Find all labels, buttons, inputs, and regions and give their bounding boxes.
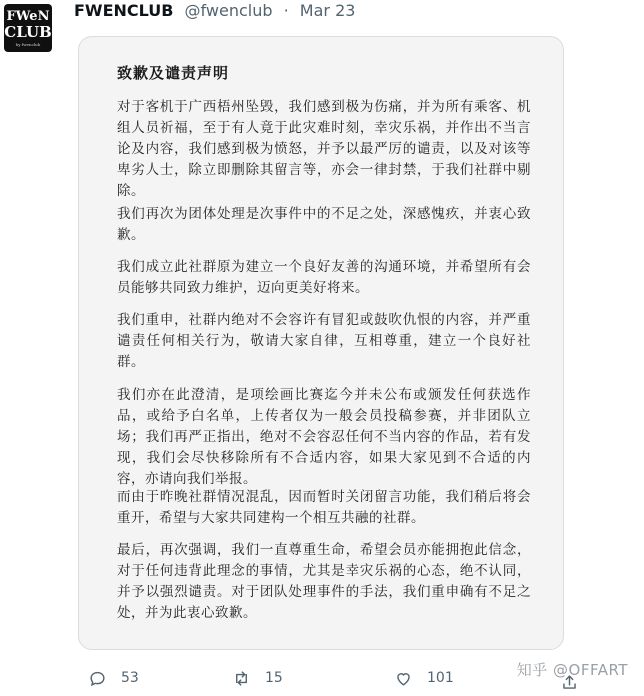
statement-paragraph: 我们成立此社群原为建立一个良好友善的沟通环境，并希望所有会员能够共同致力维护，迈向更美好将来。 bbox=[117, 259, 531, 296]
avatar-text-line3: by fwenclub bbox=[15, 42, 41, 47]
comment-icon bbox=[88, 669, 107, 688]
avatar[interactable] bbox=[4, 4, 52, 52]
statement-paragraph: 对于客机于广西梧州坠毁，我们感到极为伤痛，并为所有乘客、机组人员祈福，至于有人竟于此灾难时刻，幸灾乐祸，并作出不当言论及内容，我们感到极为愤怒，并予以最严厉的谴责，以及对该等卑劣人士，除立即删除其留言等，亦会一律封禁，于我们社群中剔除。 bbox=[117, 99, 531, 199]
statement-paragraph: 我们再次为团体处理是次事件中的不足之处，深感愧疚，并衷心致歉。 bbox=[117, 206, 531, 243]
statement-paragraph: 最后，再次强调，我们一直尊重生命，希望会员亦能拥抱此信念，对于任何违背此理念的事情，尤其是幸灾乐祸的心态，绝不认同，并予以强烈谴责。对于团队处理事件的手法，我们重申确有不足之处，并为此衷心致歉。 bbox=[117, 542, 531, 621]
handle[interactable]: @fwenclub bbox=[184, 1, 273, 20]
separator: · bbox=[283, 1, 289, 20]
statement-paragraph: 我们亦在此澄清，是项绘画比赛迄今并未公布或颁发任何获选作品，或给予白名单，上传者仅为一般会员投稿参赛，并非团队立场；我们再严正指出，绝对不会容忍任何不当内容的作品，若有发现，我们会尽快移除所有不合适内容，如果大家见到不合适的内容，亦请向我们举报。 bbox=[117, 387, 531, 487]
watermark: 知乎 @OFFART bbox=[516, 661, 628, 679]
avatar-text-line1: FWeN bbox=[6, 9, 50, 24]
like-button[interactable] bbox=[394, 664, 454, 692]
statement-paragraph: 而由于昨晚社群情况混乱，因而暂时关闭留言功能，我们稍后将会重开，希望与大家共同建构一个相互共融的社群。 bbox=[117, 489, 531, 526]
reply-button[interactable] bbox=[88, 664, 139, 692]
avatar-text-line2: CLUB bbox=[4, 23, 52, 41]
retweet-count: 15 bbox=[265, 670, 283, 686]
like-count: 101 bbox=[427, 670, 454, 686]
statement-title: 致歉及谴责声明 bbox=[117, 64, 230, 82]
tweet-date[interactable]: Mar 23 bbox=[299, 1, 356, 20]
heart-icon bbox=[394, 669, 413, 688]
retweet-button[interactable] bbox=[232, 664, 283, 692]
display-name[interactable]: FWENCLUB bbox=[74, 1, 174, 20]
statement-image[interactable] bbox=[78, 36, 564, 650]
reply-count: 53 bbox=[121, 670, 139, 686]
statement-paragraph: 我们重申，社群内绝对不会容许有冒犯或鼓吹仇恨的内容，并严重谴责任何相关行为，敬请大家自律，互相尊重，建立一个良好社群。 bbox=[117, 312, 531, 370]
tweet-header bbox=[74, 0, 355, 22]
retweet-icon bbox=[232, 669, 251, 688]
